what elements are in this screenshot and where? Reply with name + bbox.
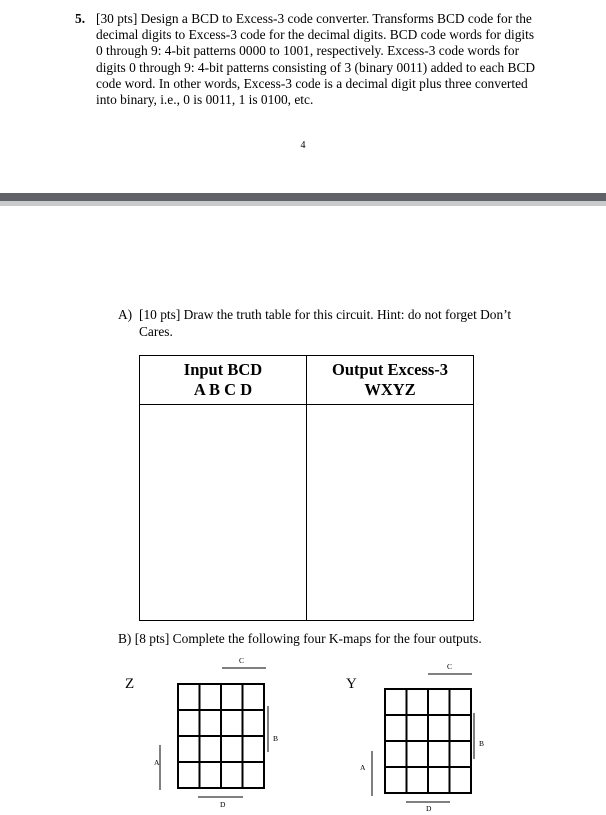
page-divider <box>0 193 606 201</box>
kmap-z-grid[interactable] <box>178 684 264 788</box>
kmap-y-col-var: C <box>447 662 453 671</box>
kmap-z-side-var: B <box>273 734 279 743</box>
question-line: [30 pts] Design a BCD to Excess-3 code converter. Transforms BCD code for the <box>96 11 532 26</box>
part-a-text <box>139 307 563 340</box>
question-text <box>96 11 565 108</box>
part-b-text: [8 pts] Complete the following four K-maps for the four outputs. <box>134 631 482 646</box>
truth-table-input-cell[interactable] <box>140 405 307 621</box>
kmap-z-output-label: Z <box>125 676 135 692</box>
part-a-line: Cares. <box>139 323 173 339</box>
truth-table-output-header <box>307 356 474 405</box>
truth-table <box>139 355 474 621</box>
kmap-y-output-label: Y <box>346 676 357 692</box>
question-line: into binary, i.e., 0 is 0011, 1 is 0100, etc. <box>96 92 314 108</box>
page-number: 4 <box>300 140 306 151</box>
kmap-y-row-var: A <box>360 763 366 772</box>
part-a-line: [10 pts] Draw the truth table for this circuit. Hint: do not forget Don’t <box>139 307 512 322</box>
question-number: 5. <box>75 11 86 26</box>
part-a <box>118 307 563 340</box>
kmap-y-grid[interactable] <box>385 689 471 793</box>
kmap-z-col-var: C <box>239 656 245 665</box>
output-header-vars: WXYZ <box>364 380 416 399</box>
input-header-vars: A B C D <box>193 380 253 399</box>
kmap-z <box>150 660 280 805</box>
part-a-label: A) <box>118 307 133 322</box>
question-line: 0 through 9: 4-bit patterns 0000 to 1001, respectively. Excess-3 code words for <box>96 43 520 59</box>
question-line: decimal digits to Excess-3 code for the decimal digits. BCD code words for digits <box>96 27 535 43</box>
kmap-z-bottom-var: D <box>220 800 226 809</box>
part-b <box>118 631 482 647</box>
kmap-y <box>356 665 486 810</box>
output-header-title: Output Excess-3 <box>332 360 448 379</box>
question-line: code word. In other words, Excess-3 code is a decimal digit plus three converted <box>96 75 528 91</box>
question-line: digits 0 through 9: 4-bit patterns consisting of 3 (binary 0011) added to each BCD <box>96 59 536 75</box>
question-5 <box>75 11 565 108</box>
part-b-label: B) <box>118 631 132 646</box>
truth-table-output-cell[interactable] <box>307 405 474 621</box>
kmap-y-side-var: B <box>479 739 485 748</box>
kmap-z-row-var: A <box>154 758 160 767</box>
page-divider-shadow <box>0 201 606 206</box>
input-header-title: Input BCD <box>183 360 263 379</box>
kmap-y-bottom-var: D <box>426 804 432 813</box>
truth-table-input-header <box>140 356 307 405</box>
